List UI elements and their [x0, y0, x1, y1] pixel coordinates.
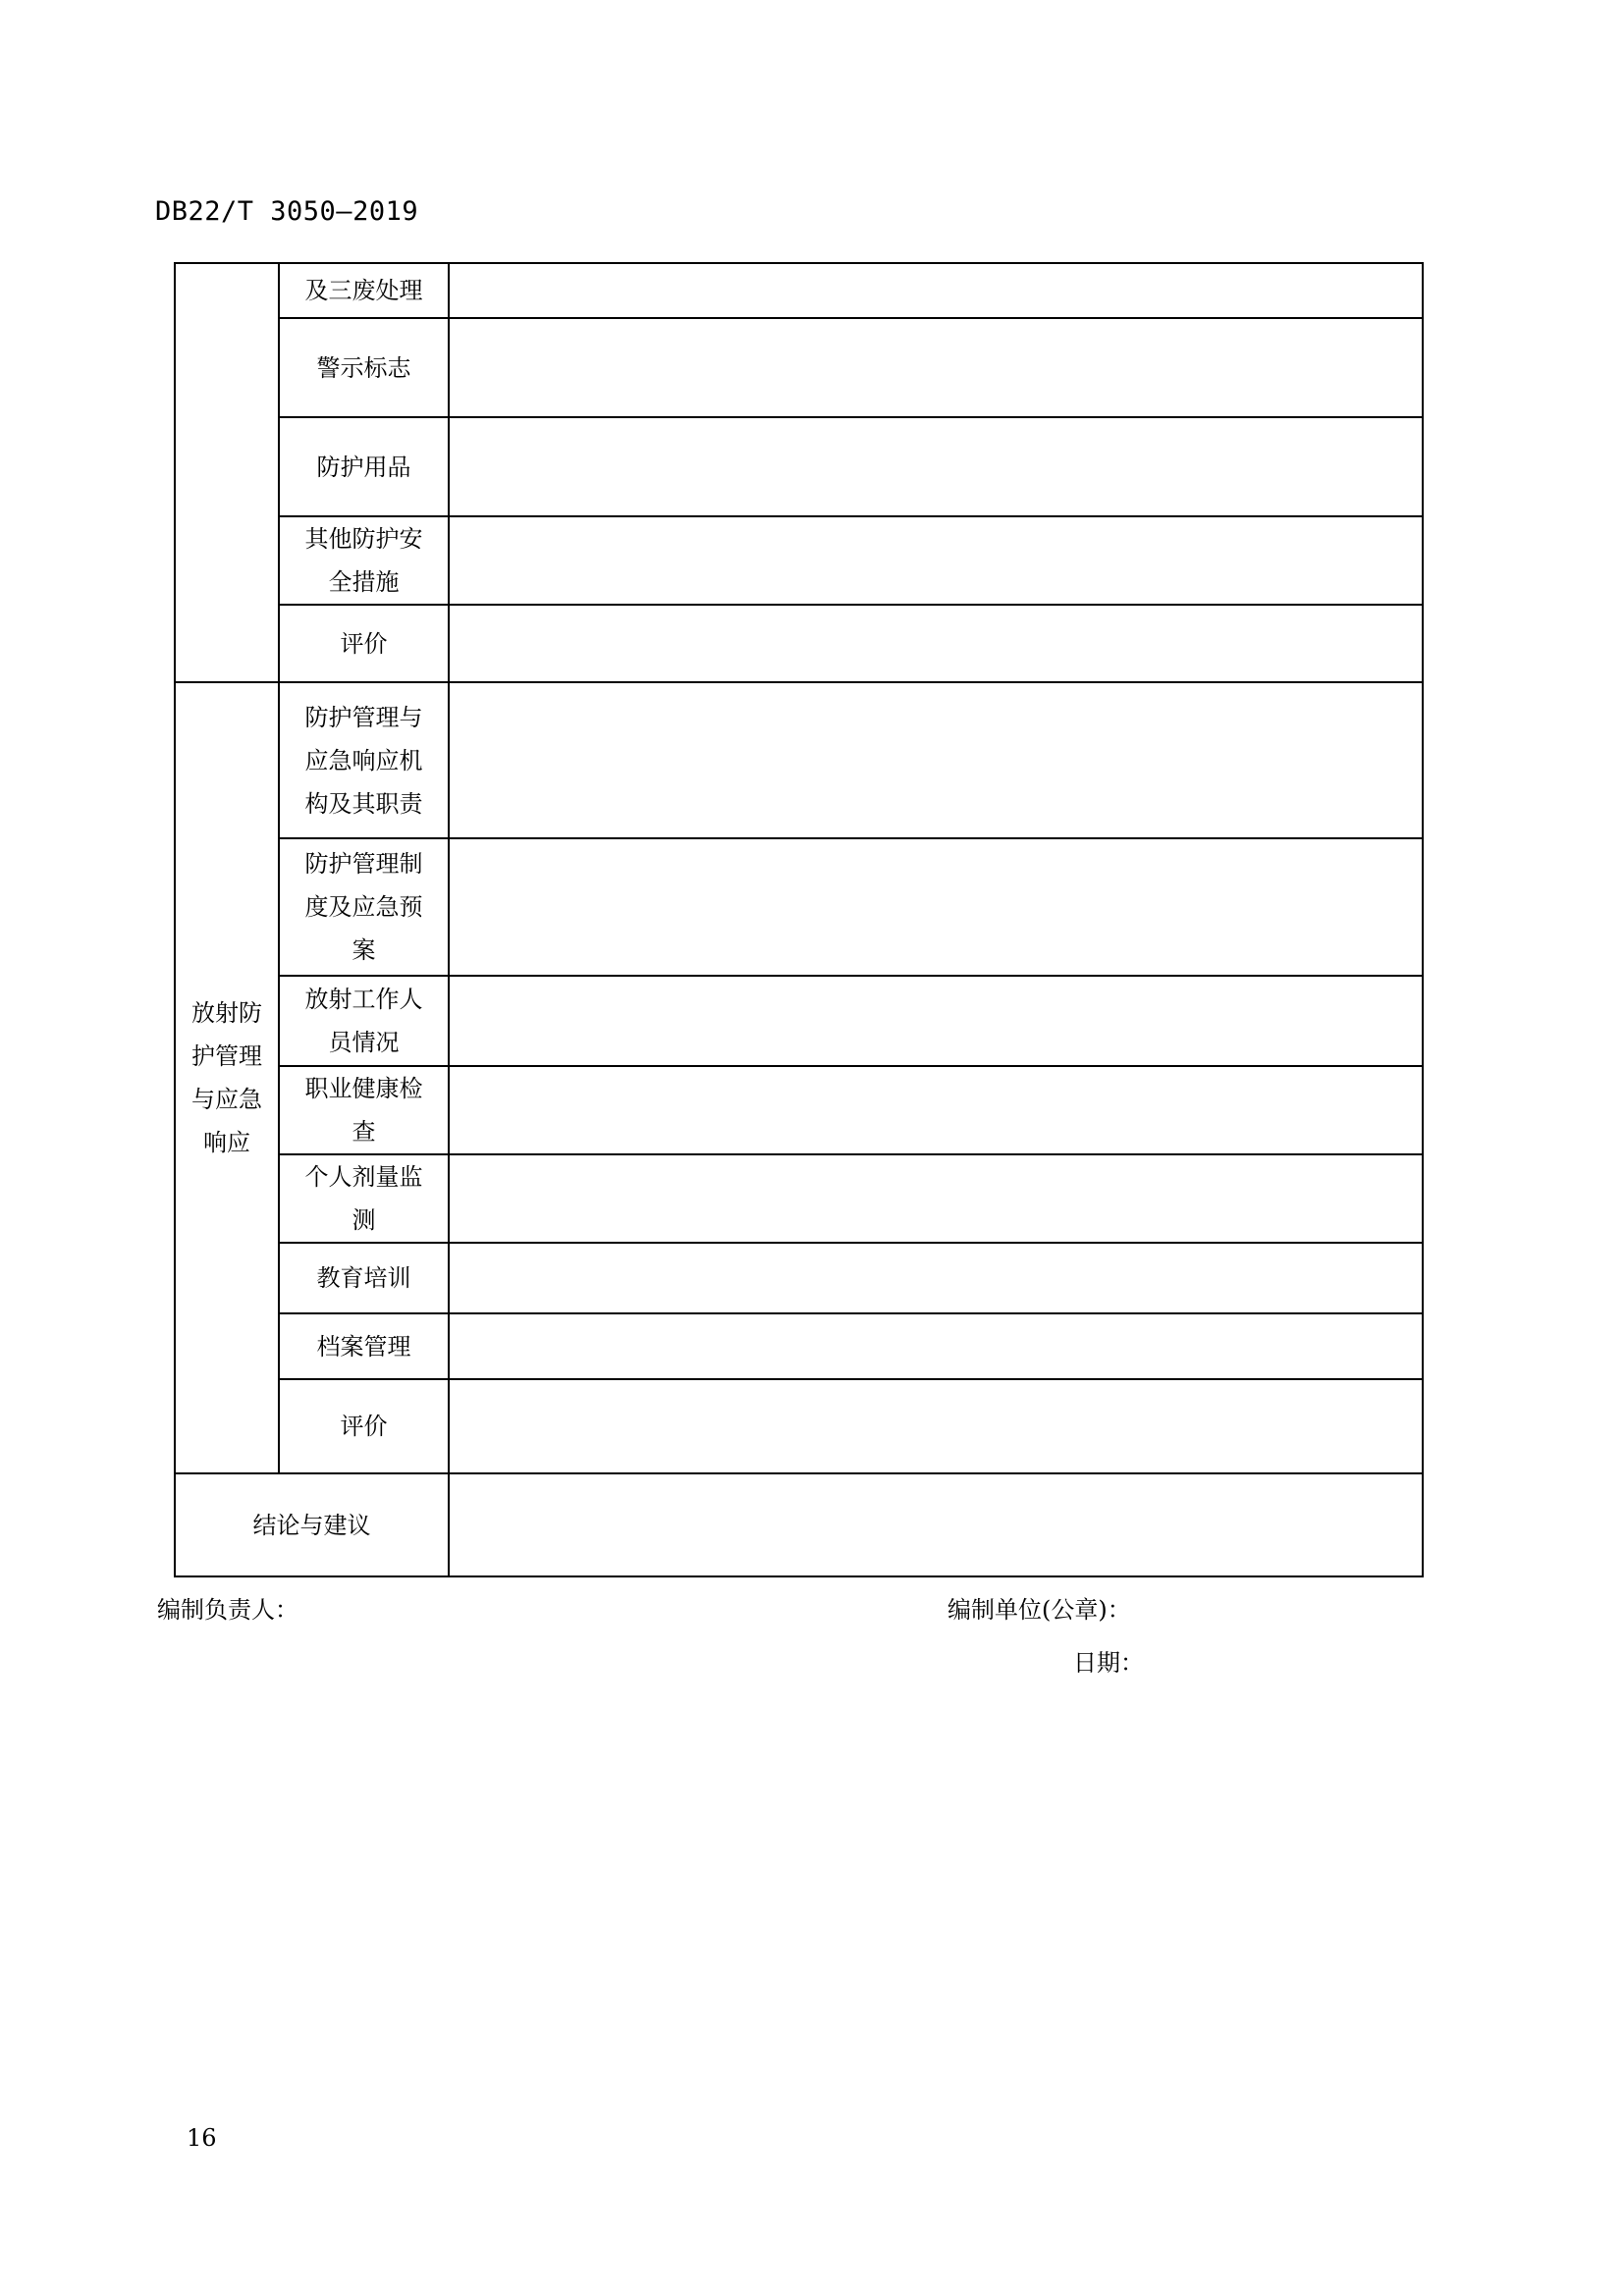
row-label: 评价 [279, 1379, 449, 1473]
page-number: 16 [187, 2124, 217, 2152]
conclusion-row [175, 1473, 1423, 1576]
row-label: 其他防护安全措施 [279, 516, 449, 605]
table-row [175, 516, 1423, 605]
row-label: 职业健康检查 [279, 1066, 449, 1154]
row-value-cell[interactable] [449, 1313, 1423, 1379]
table-row [175, 838, 1423, 976]
category-cell [175, 682, 279, 1473]
document-code: DB22/T 3050—2019 [155, 196, 419, 227]
table-row [175, 1243, 1423, 1313]
compiler-label: 编制负责人： [157, 1596, 298, 1624]
table-row [175, 1066, 1423, 1154]
evaluation-table [174, 262, 1424, 1577]
table-row [175, 976, 1423, 1066]
row-value-cell[interactable] [449, 318, 1423, 417]
row-label: 教育培训 [279, 1243, 449, 1313]
row-value-cell[interactable] [449, 682, 1423, 838]
row-value-cell[interactable] [449, 1379, 1423, 1473]
row-label: 防护用品 [279, 417, 449, 516]
category-label: 放射防护管理与应急响应 [191, 999, 262, 1156]
table-row [175, 417, 1423, 516]
table-row [175, 1154, 1423, 1243]
date-label: 日期： [1073, 1649, 1144, 1677]
row-label: 个人剂量监测 [279, 1154, 449, 1243]
conclusion-value-cell[interactable] [449, 1473, 1423, 1576]
row-label: 评价 [279, 605, 449, 682]
row-label: 档案管理 [279, 1313, 449, 1379]
table-row [175, 263, 1423, 318]
row-value-cell[interactable] [449, 263, 1423, 318]
row-value-cell[interactable] [449, 417, 1423, 516]
row-label: 防护管理与应急响应机构及其职责 [279, 682, 449, 838]
category-cell-continued [175, 263, 279, 682]
row-value-cell[interactable] [449, 516, 1423, 605]
row-value-cell[interactable] [449, 838, 1423, 976]
table-row [175, 682, 1423, 838]
row-value-cell[interactable] [449, 605, 1423, 682]
table-row [175, 1379, 1423, 1473]
row-value-cell[interactable] [449, 1243, 1423, 1313]
conclusion-label: 结论与建议 [175, 1473, 449, 1576]
row-label: 放射工作人员情况 [279, 976, 449, 1066]
unit-seal-label: 编制单位(公章)： [947, 1596, 1131, 1624]
row-value-cell[interactable] [449, 976, 1423, 1066]
row-value-cell[interactable] [449, 1154, 1423, 1243]
row-value-cell[interactable] [449, 1066, 1423, 1154]
row-label: 防护管理制度及应急预案 [279, 838, 449, 976]
row-label: 及三废处理 [279, 263, 449, 318]
table-row [175, 1313, 1423, 1379]
table-row [175, 605, 1423, 682]
table-row [175, 318, 1423, 417]
row-label: 警示标志 [279, 318, 449, 417]
